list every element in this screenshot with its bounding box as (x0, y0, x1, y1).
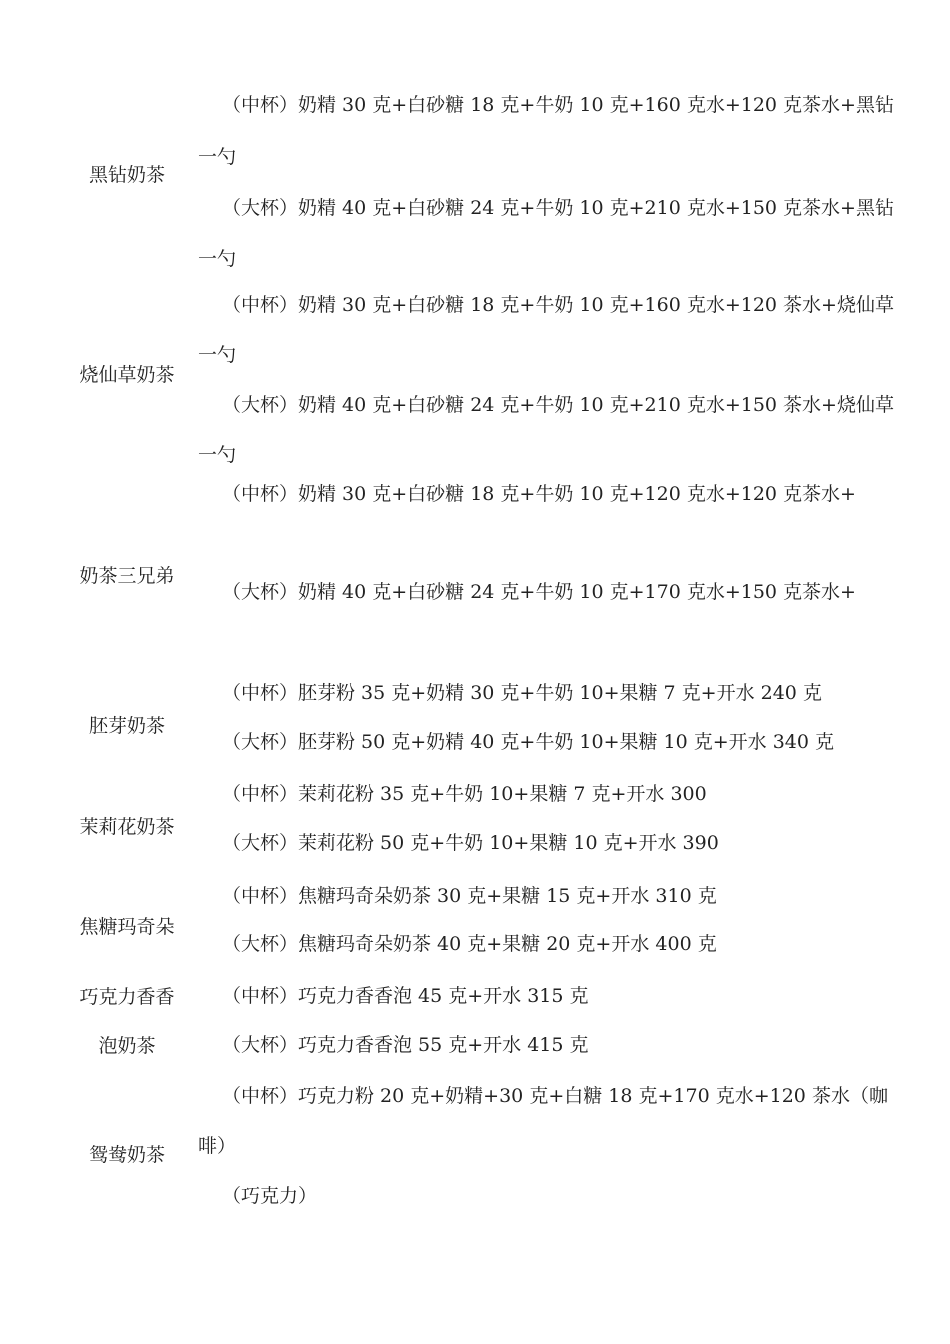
recipe-line: 一勺 (198, 248, 237, 270)
recipe-line: 一勺 (198, 444, 237, 466)
recipe-line: （中杯）奶精 30 克+白砂糖 18 克+牛奶 10 克+120 克水+120 克茶水+ (222, 483, 856, 505)
recipe-line: （中杯）巧克力香香泡 45 克+开水 315 克 (222, 985, 589, 1007)
recipe-name-chocolate-line2: 泡奶茶 (98, 1035, 156, 1057)
recipe-line: （大杯）茉莉花粉 50 克+牛奶 10+果糖 10 克+开水 390 (222, 832, 719, 854)
recipe-name-chocolate-line1: 巧克力香香 (79, 986, 175, 1008)
recipe-line: （中杯）巧克力粉 20 克+奶精+30 克+白糖 18 克+170 克水+120 茶水（咖 (222, 1085, 888, 1107)
recipe-line: （中杯）奶精 30 克+白砂糖 18 克+牛奶 10 克+160 克水+120 克茶水+黑钻 (222, 94, 894, 116)
recipe-line: （大杯）奶精 40 克+白砂糖 24 克+牛奶 10 克+170 克水+150 克茶水+ (222, 581, 856, 603)
recipe-line: （大杯）胚芽粉 50 克+奶精 40 克+牛奶 10+果糖 10 克+开水 340 克 (222, 731, 835, 753)
recipe-line: （中杯）胚芽粉 35 克+奶精 30 克+牛奶 10+果糖 7 克+开水 240 克 (222, 682, 822, 704)
recipe-line: 一勺 (198, 344, 237, 366)
recipe-name-shaoxiancao: 烧仙草奶茶 (79, 364, 175, 386)
recipe-line: （大杯）奶精 40 克+白砂糖 24 克+牛奶 10 克+210 克水+150 茶水+烧仙草 (222, 394, 894, 416)
recipe-name-macchiato: 焦糖玛奇朵 (79, 916, 175, 938)
recipe-line: （中杯）奶精 30 克+白砂糖 18 克+牛奶 10 克+160 克水+120 茶水+烧仙草 (222, 294, 894, 316)
recipe-line: （中杯）焦糖玛奇朵奶茶 30 克+果糖 15 克+开水 310 克 (222, 885, 717, 907)
recipe-name-molihua: 茉莉花奶茶 (79, 816, 175, 838)
recipe-line: （大杯）焦糖玛奇朵奶茶 40 克+果糖 20 克+开水 400 克 (222, 933, 717, 955)
recipe-name-sanxiongdi: 奶茶三兄弟 (79, 565, 175, 587)
recipe-line: （中杯）茉莉花粉 35 克+牛奶 10+果糖 7 克+开水 300 (222, 783, 707, 805)
recipe-line: 啡） (198, 1135, 237, 1157)
recipe-name-peiya: 胚芽奶茶 (88, 715, 165, 737)
recipe-line: （大杯）巧克力香香泡 55 克+开水 415 克 (222, 1034, 589, 1056)
recipe-name-yuanyang: 鸳鸯奶茶 (88, 1144, 165, 1166)
recipe-line: （大杯）奶精 40 克+白砂糖 24 克+牛奶 10 克+210 克水+150 克茶水+黑钻 (222, 197, 894, 219)
recipe-line: （巧克力） (222, 1185, 318, 1207)
recipe-name-heizuan: 黑钻奶茶 (88, 164, 165, 186)
recipe-line: 一勺 (198, 146, 237, 168)
